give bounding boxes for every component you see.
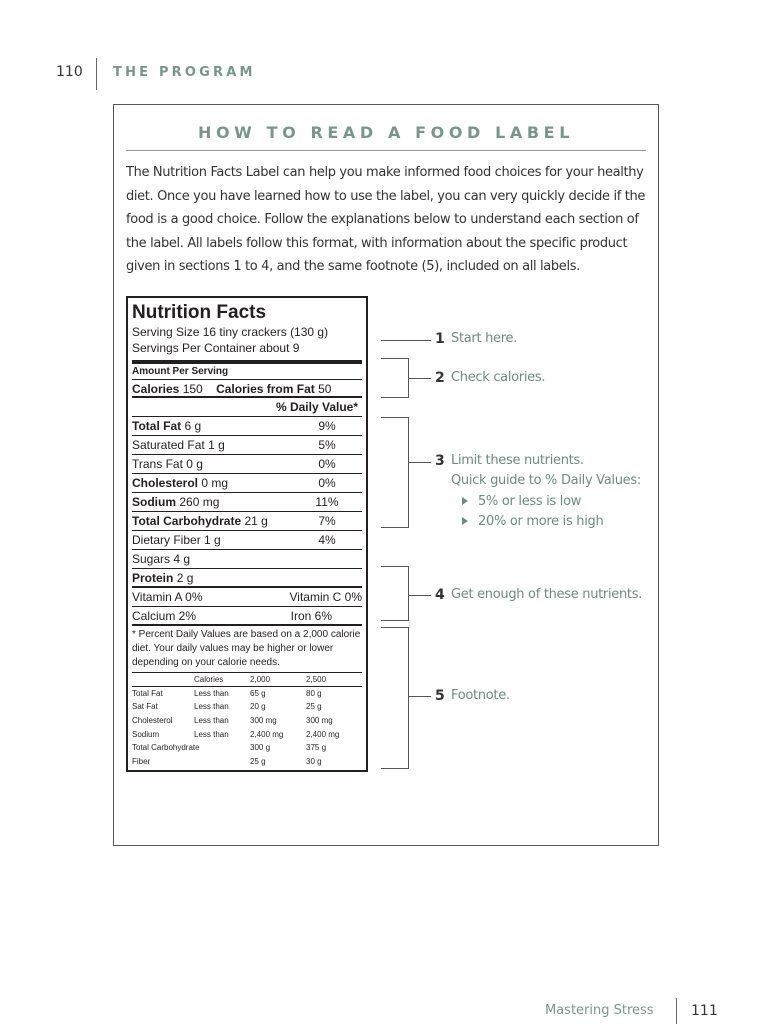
annotation-number: 2 xyxy=(435,370,445,386)
dv-cell: 300 mg xyxy=(306,716,333,726)
header-divider xyxy=(96,58,97,90)
vitamin-left: Calcium 2% xyxy=(132,609,197,623)
vitamin-right: Vitamin C 0% xyxy=(289,590,362,604)
nutrient-name: Sodium xyxy=(132,495,176,509)
nutrient-pct: 0% xyxy=(318,476,336,490)
nutrient-name: Dietary Fiber xyxy=(132,533,201,547)
box-title-rule xyxy=(126,150,646,151)
nutrient-amount: 2 g xyxy=(176,571,194,585)
annotation-line-5 xyxy=(409,696,431,697)
page-number-right: 111 xyxy=(691,1003,718,1019)
nutrient-row xyxy=(132,569,362,588)
label-footnote: * Percent Daily Values are based on a 2,000 calorie diet. Your daily values may be higher or lower depending on your calorie needs. xyxy=(132,626,362,673)
dv-cell: Less than xyxy=(194,716,229,726)
nutrition-facts-label xyxy=(126,296,368,772)
servings-per-container: Servings Per Container about 9 xyxy=(132,340,362,364)
nutrient-name: Saturated Fat xyxy=(132,438,205,452)
dv-cell: 80 g xyxy=(306,689,322,699)
dv-cell: 2,400 mg xyxy=(306,729,340,739)
dv-cell: 375 g xyxy=(306,743,327,753)
dv-row xyxy=(132,700,362,714)
annotation-number: 1 xyxy=(435,331,445,347)
annotation-line-4 xyxy=(409,595,431,596)
nutrient-pct: 0% xyxy=(318,457,336,471)
calories-value: 150 xyxy=(182,382,203,396)
nutrient-amount: 4 g xyxy=(173,552,191,566)
dv-cell: 25 g xyxy=(250,756,266,766)
annotation-bracket-5 xyxy=(381,627,409,769)
footer-divider xyxy=(676,998,677,1024)
nutrient-pct: 9% xyxy=(318,419,336,433)
nutrient-row xyxy=(132,493,362,512)
nutrient-row xyxy=(132,512,362,531)
nutrient-amount: 0 g xyxy=(186,457,203,471)
dv-cell: Sat Fat xyxy=(132,702,158,712)
nutrient-pct: 11% xyxy=(315,495,339,509)
nutrient-row xyxy=(132,531,362,550)
intro-paragraph: The Nutrition Facts Label can help you make informed food choices for your healthy diet. Once you have learned how to use the label, you can very quickly decide if the food is a good choice. Follow the explanations below to understand each section of the label. All labels follow this format, with information about the specific product given in sections 1 to 4, and the same footnote (5), included on all labels. xyxy=(126,165,646,274)
dv-row xyxy=(132,727,362,741)
page-number-left: 110 xyxy=(56,64,83,80)
nutrient-amount: 1 g xyxy=(204,533,221,547)
nutrition-facts-title: Nutrition Facts xyxy=(132,302,267,323)
dv-cell: 65 g xyxy=(250,689,266,699)
nutrient-name: Total Carbohydrate xyxy=(132,514,242,528)
nutrient-amount: 260 mg xyxy=(179,495,220,509)
nutrient-row xyxy=(132,550,362,569)
dv-cell: 300 mg xyxy=(250,716,277,726)
dv-row xyxy=(132,755,362,769)
dv-cell: 25 g xyxy=(306,702,322,712)
dv-row xyxy=(132,687,362,701)
annotation-text: Limit these nutrients. xyxy=(451,453,584,468)
nutrient-name: Sugars xyxy=(132,552,171,566)
nutrient-pct: 7% xyxy=(318,514,336,528)
annotation-line-3 xyxy=(409,462,431,463)
annotation-bracket-3 xyxy=(381,417,409,528)
nutrient-pct: 5% xyxy=(318,438,336,452)
annotation-bullet: 5% or less is low xyxy=(478,494,582,509)
dv-cell: Total Carbohydrate xyxy=(132,743,200,753)
annotation-bracket-4 xyxy=(381,566,409,621)
nutrient-row xyxy=(132,436,362,455)
footer-book-title: Mastering Stress xyxy=(545,1003,654,1018)
nutrient-row xyxy=(132,455,362,474)
dv-cell: 2,400 mg xyxy=(250,729,284,739)
annotation-line-1 xyxy=(381,340,431,341)
nutrient-name: Cholesterol xyxy=(132,476,199,490)
annotation-subtext: Quick guide to % Daily Values: xyxy=(451,473,641,488)
annotation-number: 5 xyxy=(435,688,445,704)
nutrient-name: Trans Fat xyxy=(132,457,183,471)
dv-row xyxy=(132,714,362,728)
bullet-triangle-icon xyxy=(462,497,468,505)
calories-row xyxy=(132,380,362,398)
nutrient-name: Total Fat xyxy=(132,419,182,433)
annotation-line-2 xyxy=(409,378,431,379)
dv-cell: 300 g xyxy=(250,743,271,753)
annotation-number: 3 xyxy=(435,453,445,469)
dv-cell: 30 g xyxy=(306,756,322,766)
dv-cell: Cholesterol xyxy=(132,716,173,726)
calories-label: Calories xyxy=(132,382,180,396)
dv-cell: 2,000 xyxy=(250,675,271,685)
dv-cell: 20 g xyxy=(250,702,266,712)
annotation-text: Check calories. xyxy=(451,370,546,385)
vitamin-row xyxy=(132,607,362,626)
annotation-bracket-2 xyxy=(381,358,409,398)
dv-cell: 2,500 xyxy=(306,675,327,685)
daily-values-table xyxy=(132,673,362,768)
annotation-number: 4 xyxy=(435,587,445,603)
vitamin-right: Iron 6% xyxy=(290,609,332,623)
bullet-triangle-icon xyxy=(462,517,468,525)
section-title: THE PROGRAM xyxy=(113,65,256,80)
dv-cell: Less than xyxy=(194,729,229,739)
nutrient-amount: 0 mg xyxy=(201,476,229,490)
nutrient-name: Protein xyxy=(132,571,174,585)
nutrient-amount: 1 g xyxy=(208,438,225,452)
daily-value-header: % Daily Value* xyxy=(132,398,362,417)
nutrient-amount: 6 g xyxy=(184,419,202,433)
vitamin-left: Vitamin A 0% xyxy=(132,590,203,604)
nutrient-row xyxy=(132,474,362,493)
dv-cell: Less than xyxy=(194,689,229,699)
dv-cell: Calories xyxy=(194,675,224,685)
dv-cell: Less than xyxy=(194,702,229,712)
dv-cell xyxy=(194,755,250,769)
annotation-text: Footnote. xyxy=(451,688,510,703)
nutrient-row xyxy=(132,417,362,436)
serving-size: Serving Size 16 tiny crackers (130 g) xyxy=(132,325,329,339)
dv-cell xyxy=(132,673,194,687)
dv-cell: Total Fat xyxy=(132,689,163,699)
dv-header-row xyxy=(132,673,362,687)
dv-row xyxy=(132,741,362,755)
amount-per-serving: Amount Per Serving xyxy=(132,364,362,380)
calories-fat-label: Calories from Fat xyxy=(216,382,315,396)
dv-cell: Sodium xyxy=(132,729,160,739)
nutrient-pct: 4% xyxy=(318,533,336,547)
calories-fat-value: 50 xyxy=(318,382,332,396)
annotation-text: Get enough of these nutrients. xyxy=(451,587,643,602)
vitamin-row xyxy=(132,588,362,607)
dv-cell: Fiber xyxy=(132,756,151,766)
box-title: HOW TO READ A FOOD LABEL xyxy=(197,123,575,142)
annotation-text: Start here. xyxy=(451,331,518,346)
nutrient-amount: 21 g xyxy=(244,514,268,528)
annotation-bullet: 20% or more is high xyxy=(478,514,604,529)
